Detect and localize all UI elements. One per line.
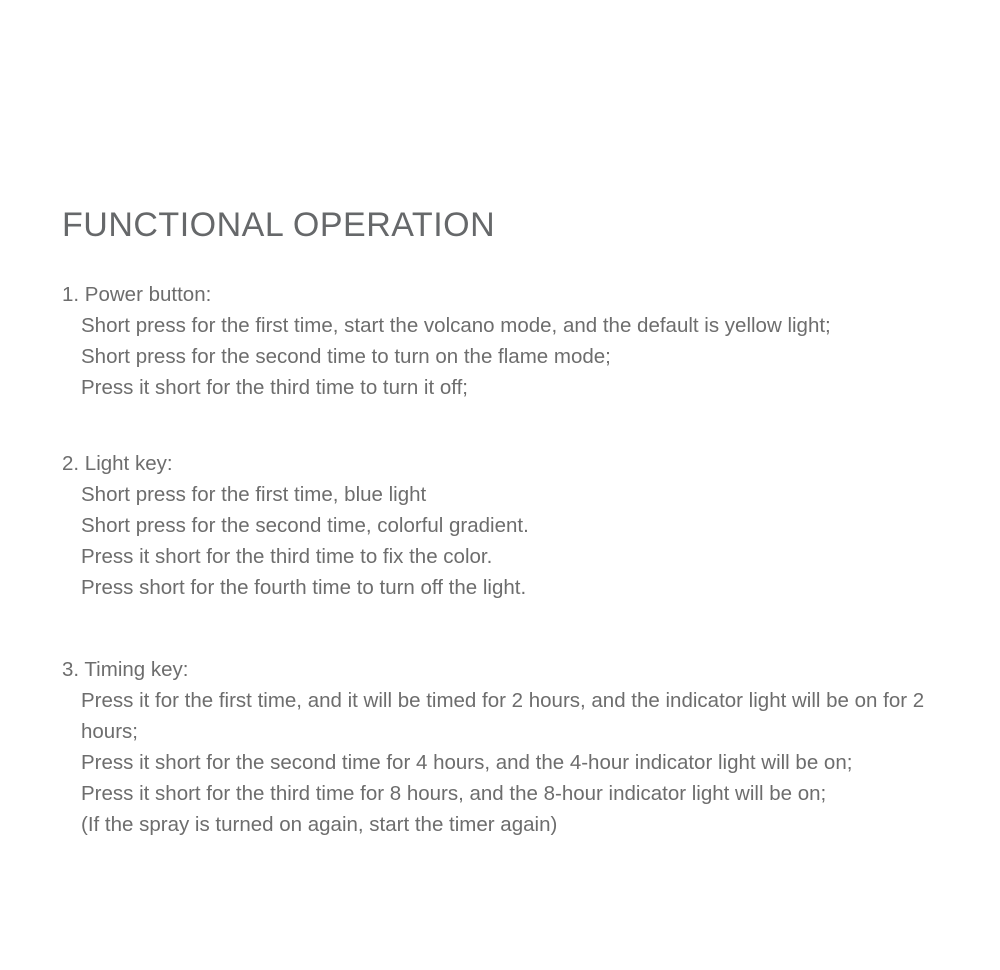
instruction-line: Short press for the first time, start the volcano mode, and the default is yellow light; — [81, 314, 831, 337]
instruction-line: Short press for the second time to turn on the flame mode; — [81, 345, 611, 368]
section-light-key — [62, 448, 938, 603]
section-heading: 1. Power button: — [62, 283, 212, 306]
instruction-line: Press short for the fourth time to turn off the light. — [81, 576, 527, 599]
instruction-line: Press it for the first time, and it will be timed for 2 hours, and the indicator light will be on for 2 hours; — [81, 689, 925, 743]
section-heading: 3. Timing key: — [62, 658, 189, 681]
instruction-line: Short press for the first time, blue light — [81, 483, 427, 506]
instruction-line: Short press for the second time, colorful gradient. — [81, 514, 529, 537]
section-body — [62, 310, 930, 403]
instruction-line: Press it short for the second time for 4 hours, and the 4-hour indicator light will be on; — [81, 751, 853, 774]
section-power-button — [62, 279, 938, 403]
section-timing-key — [62, 654, 938, 840]
instruction-line: (If the spray is turned on again, start the timer again) — [81, 813, 558, 836]
page-title: FUNCTIONAL OPERATION — [62, 206, 496, 244]
section-heading: 2. Light key: — [62, 452, 173, 475]
section-body — [62, 479, 930, 603]
section-body — [62, 685, 930, 840]
instruction-line: Press it short for the third time to fix the color. — [81, 545, 493, 568]
instruction-line: Press it short for the third time for 8 hours, and the 8-hour indicator light will be on; — [81, 782, 827, 805]
instruction-line: Press it short for the third time to turn it off; — [81, 376, 468, 399]
